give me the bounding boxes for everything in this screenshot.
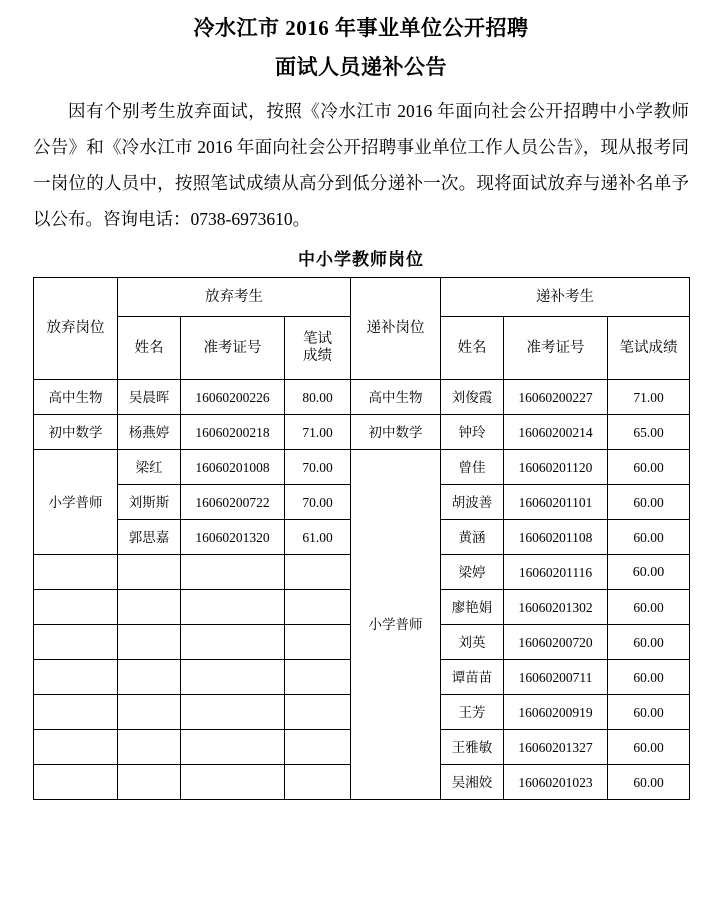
cell-score <box>285 555 351 590</box>
cell-abandon-position: 高中生物 <box>34 380 118 415</box>
header-score <box>285 317 351 380</box>
cell-name <box>118 590 181 625</box>
page-title-line1: 冷水江市 2016 年事业单位公开招聘 <box>193 16 529 40</box>
cell-exam-id <box>181 660 285 695</box>
cell-name: 吴晨晖 <box>118 380 181 415</box>
cell-score <box>285 590 351 625</box>
cell-abandon-position <box>34 730 118 765</box>
cell-score <box>285 730 351 765</box>
table-row <box>34 450 690 485</box>
header-abandon-position: 放弃岗位 <box>34 278 118 380</box>
cell-name: 郭思嘉 <box>118 520 181 555</box>
cell-score: 70.00 <box>285 485 351 520</box>
cell-exam-id-2: 16060200720 <box>504 625 608 660</box>
cell-score: 70.00 <box>285 450 351 485</box>
cell-exam-id-2: 16060201302 <box>504 590 608 625</box>
table-group-header-row <box>34 278 690 317</box>
header-fill-position: 递补岗位 <box>351 278 441 380</box>
cell-exam-id <box>181 625 285 660</box>
cell-abandon-position: 小学普师 <box>34 450 118 555</box>
cell-score-2: 60.00 <box>608 590 690 625</box>
header-name: 姓名 <box>118 317 181 380</box>
cell-name-2: 梁婷 <box>441 555 504 590</box>
cell-score: 61.00 <box>285 520 351 555</box>
cell-name-2: 谭苗苗 <box>441 660 504 695</box>
cell-exam-id-2: 16060201120 <box>504 450 608 485</box>
table-body <box>34 380 690 800</box>
cell-fill-position: 高中生物 <box>351 380 441 415</box>
cell-score-2: 65.00 <box>608 415 690 450</box>
cell-exam-id-2: 16060201108 <box>504 520 608 555</box>
cell-score-2: 60.00 <box>608 695 690 730</box>
cell-fill-position: 小学普师 <box>351 450 441 800</box>
cell-score-2: 60.00 <box>608 660 690 695</box>
cell-name-2: 曾佳 <box>441 450 504 485</box>
cell-name: 刘斯斯 <box>118 485 181 520</box>
page-title-line2: 面试人员递补公告 <box>275 55 447 79</box>
header-group-fill: 递补考生 <box>441 278 690 317</box>
header-group-abandon: 放弃考生 <box>118 278 351 317</box>
cell-abandon-position <box>34 660 118 695</box>
cell-exam-id: 16060200722 <box>181 485 285 520</box>
cell-exam-id <box>181 555 285 590</box>
cell-name-2: 胡波善 <box>441 485 504 520</box>
cell-score-2: 60.00 <box>608 485 690 520</box>
cell-score-2: 60.00 <box>608 450 690 485</box>
cell-exam-id: 16060201320 <box>181 520 285 555</box>
header-score-line2: 成绩 <box>303 348 332 364</box>
cell-exam-id: 16060200218 <box>181 415 285 450</box>
cell-score-2: 60.00 <box>608 520 690 555</box>
cell-score <box>285 695 351 730</box>
cell-exam-id-2: 16060201101 <box>504 485 608 520</box>
cell-score <box>285 765 351 800</box>
cell-exam-id-2: 16060200214 <box>504 415 608 450</box>
header-exam-id: 准考证号 <box>181 317 285 380</box>
cell-exam-id: 16060201008 <box>181 450 285 485</box>
cell-score-2: 60.00 <box>608 765 690 800</box>
cell-exam-id <box>181 695 285 730</box>
cell-exam-id-2: 16060200919 <box>504 695 608 730</box>
cell-name <box>118 765 181 800</box>
cell-name-2: 王雅敏 <box>441 730 504 765</box>
cell-name-2: 刘英 <box>441 625 504 660</box>
cell-score-2: 71.00 <box>608 380 690 415</box>
cell-score: 71.00 <box>285 415 351 450</box>
cell-exam-id <box>181 590 285 625</box>
announcement-paragraph: 因有个别考生放弃面试，按照《冷水江市 2016 年面向社会公开招聘中小学教师公告》和《冷水江市 2016 年面向社会公开招聘事业单位工作人员公告》，现从报考同一岗位的人员中，按照笔试成绩从高分到低分递补一次。现将面试放弃与递补名单予以公布。咨询电话：0738-6973610。 <box>33 101 689 229</box>
cell-exam-id: 16060200226 <box>181 380 285 415</box>
cell-name <box>118 625 181 660</box>
cell-abandon-position <box>34 625 118 660</box>
cell-score: 80.00 <box>285 380 351 415</box>
cell-name-2: 刘俊霞 <box>441 380 504 415</box>
cell-score-2: 60.00 <box>608 555 690 590</box>
cell-name: 杨燕婷 <box>118 415 181 450</box>
cell-exam-id <box>181 730 285 765</box>
cell-name-2: 黄涵 <box>441 520 504 555</box>
section-title: 中小学教师岗位 <box>298 250 424 269</box>
cell-name-2: 吴湘姣 <box>441 765 504 800</box>
cell-name <box>118 660 181 695</box>
cell-fill-position: 初中数学 <box>351 415 441 450</box>
cell-score-2: 60.00 <box>608 730 690 765</box>
cell-exam-id-2: 16060201327 <box>504 730 608 765</box>
cell-exam-id-2: 16060201023 <box>504 765 608 800</box>
cell-name-2: 廖艳娟 <box>441 590 504 625</box>
cell-name <box>118 555 181 590</box>
header-score-2: 笔试成绩 <box>608 317 690 380</box>
table-row <box>34 380 690 415</box>
cell-exam-id-2: 16060200227 <box>504 380 608 415</box>
cell-name: 梁红 <box>118 450 181 485</box>
cell-score <box>285 625 351 660</box>
cell-exam-id <box>181 765 285 800</box>
cell-score <box>285 660 351 695</box>
cell-name-2: 钟玲 <box>441 415 504 450</box>
cell-abandon-position <box>34 765 118 800</box>
candidates-table <box>33 277 690 800</box>
cell-exam-id-2: 16060201116 <box>504 555 608 590</box>
cell-score-2: 60.00 <box>608 625 690 660</box>
cell-name-2: 王芳 <box>441 695 504 730</box>
table-head <box>34 278 690 380</box>
header-exam-id-2: 准考证号 <box>504 317 608 380</box>
cell-abandon-position <box>34 590 118 625</box>
cell-abandon-position: 初中数学 <box>34 415 118 450</box>
header-score-line1: 笔试 <box>303 331 332 347</box>
cell-name <box>118 730 181 765</box>
cell-exam-id-2: 16060200711 <box>504 660 608 695</box>
cell-name <box>118 695 181 730</box>
table-row <box>34 415 690 450</box>
cell-abandon-position <box>34 695 118 730</box>
header-name-2: 姓名 <box>441 317 504 380</box>
cell-abandon-position <box>34 555 118 590</box>
